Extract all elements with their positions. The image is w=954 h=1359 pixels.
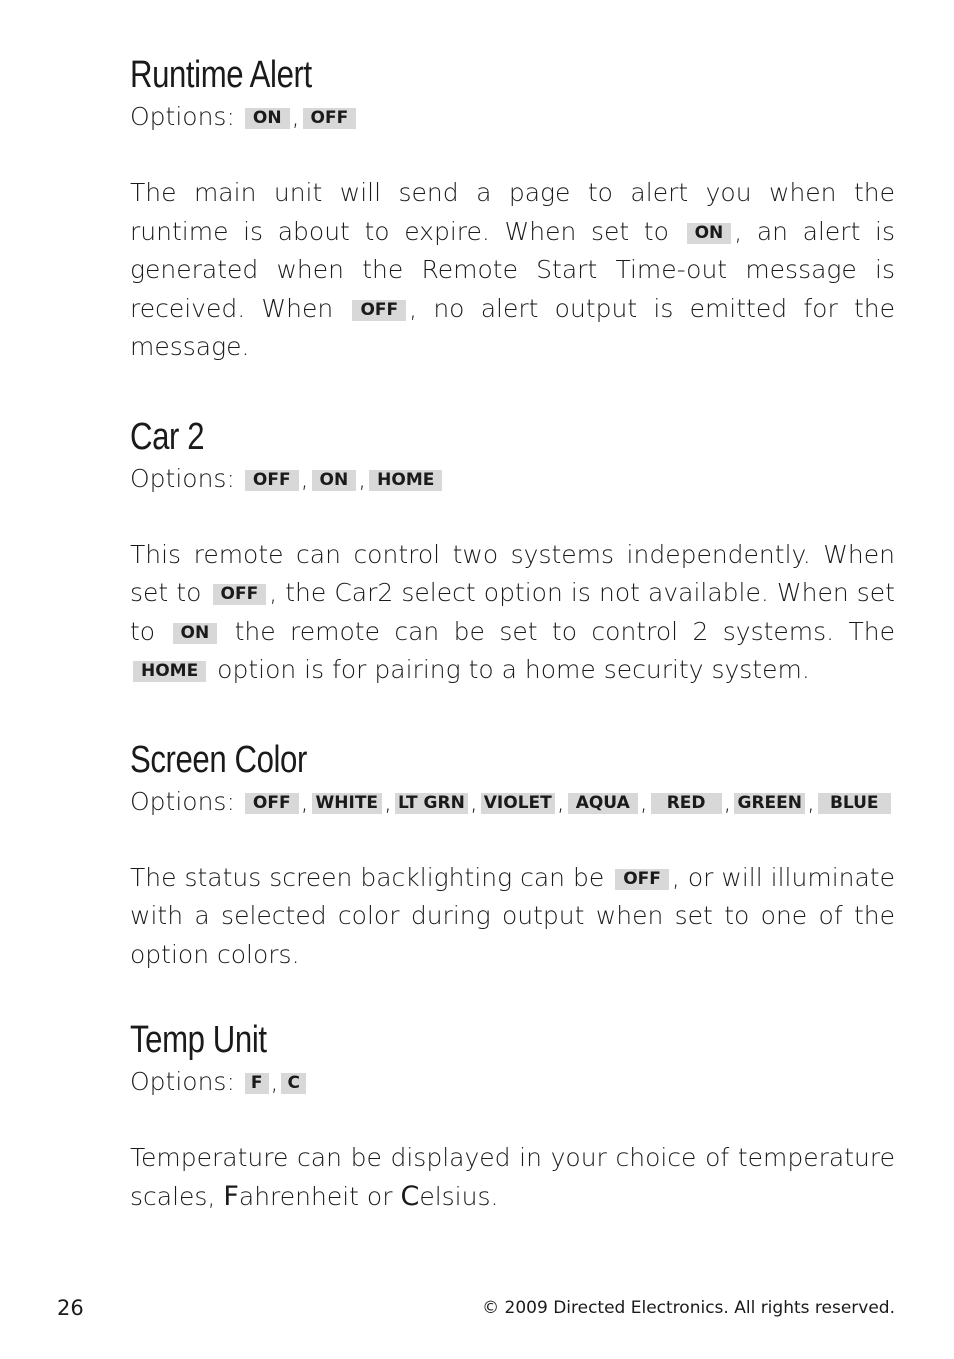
section-description: The status screen backlighting can be OFF , or will illuminate with a selected color during output when set to one of the option colors.	[130, 862, 895, 969]
section-title: Screen Color	[130, 738, 307, 781]
options-line: Options: OFF , WHITE , LT GRN , VIOLET , AQUA , RED , GREEN , BLUE	[130, 783, 895, 821]
option-on: ON	[245, 108, 290, 129]
option-aqua: AQUA	[568, 793, 638, 814]
options-line: Options: ON , OFF	[130, 98, 895, 136]
option-c: C	[281, 1073, 305, 1094]
inline-option-off: OFF	[352, 300, 406, 321]
inline-option-on: ON	[173, 623, 218, 644]
section-car2	[130, 414, 895, 690]
options-label: Options:	[130, 786, 235, 816]
letter-f: F	[223, 1180, 239, 1212]
copyright-notice: © 2009 Directed Electronics. All rights reserved.	[482, 1298, 895, 1318]
option-home: HOME	[369, 470, 442, 491]
section-description: Temperature can be displayed in your choice of temperature scales, Fahrenheit or Celsius.	[130, 1143, 895, 1212]
options-label: Options:	[130, 1067, 235, 1096]
section-temp-unit	[130, 1017, 895, 1216]
option-off: OFF	[245, 793, 299, 814]
section-title: Runtime Alert	[130, 54, 312, 96]
inline-option-on: ON	[687, 223, 732, 244]
option-on: ON	[312, 470, 357, 491]
option-off: OFF	[245, 470, 299, 491]
option-lt-grn: LT GRN	[395, 793, 468, 814]
page-number: 26	[57, 1296, 84, 1320]
options-line: Options: F , C	[130, 1063, 895, 1101]
options-label: Options:	[130, 463, 235, 493]
section-description: The main unit will send a page to alert you when the runtime is about to expire. When set to ON , an alert is generated when the Remote Start Time-out message is received. When OFF , no alert output is emitted for the message.	[130, 178, 896, 361]
inline-option-off: OFF	[615, 869, 669, 890]
section-title: Temp Unit	[130, 1019, 267, 1061]
options-line: Options: OFF , ON , HOME	[130, 460, 895, 498]
inline-option-off: OFF	[213, 584, 267, 605]
option-violet: VIOLET	[481, 793, 555, 814]
section-screen-color	[130, 737, 895, 975]
section-runtime-alert	[130, 52, 895, 367]
options-label: Options:	[130, 102, 235, 131]
option-off: OFF	[303, 108, 357, 129]
section-title: Car 2	[130, 415, 205, 458]
option-blue: BLUE	[818, 793, 891, 814]
letter-c: C	[400, 1180, 420, 1212]
section-description: This remote can control two systems independently. When set to OFF , the Car2 select option is not available. When set to ON the remote can be set to control 2 systems. The HOME option is for pairing to a home security system.	[130, 539, 896, 684]
option-green: GREEN	[734, 793, 805, 814]
option-f: F	[245, 1073, 269, 1094]
option-white: WHITE	[312, 793, 383, 814]
inline-option-home: HOME	[133, 661, 206, 682]
manual-page	[130, 52, 895, 1216]
option-red: RED	[651, 793, 722, 814]
